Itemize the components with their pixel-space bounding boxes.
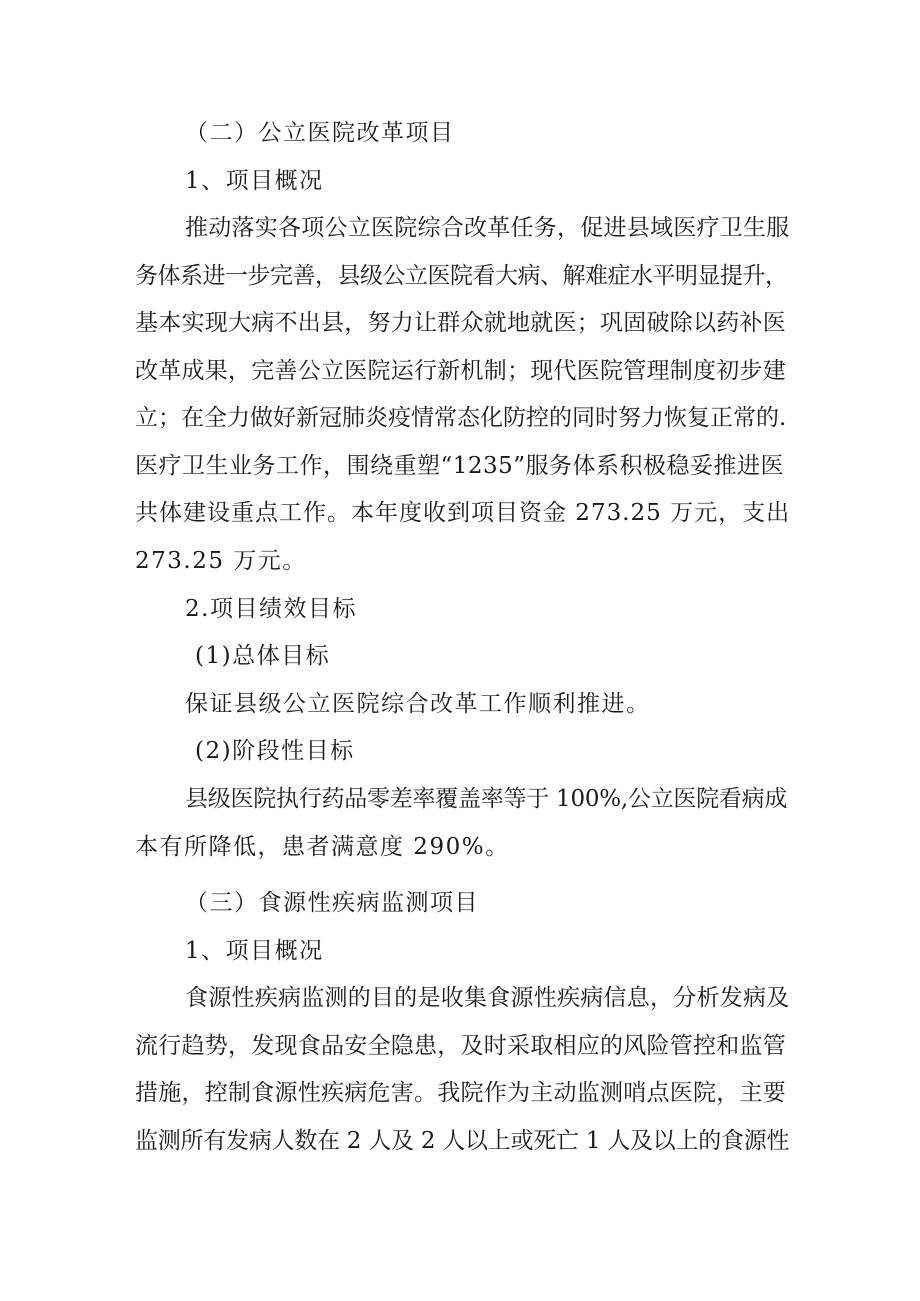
overall-goal-heading: (1)总体目标: [195, 643, 331, 669]
section-2-overview-line-6: 医疗卫生业务工作，围绕重塑“1235”服务体系积极稳妥推进医: [135, 453, 785, 479]
section-2-overview-heading: 1、项目概况: [185, 168, 324, 194]
section-2-overview-line-4: 改革成果，完善公立医院运行新机制；现代医院管理制度初步建: [135, 358, 786, 384]
section-2-overview-line-8: 273.25 万元。: [135, 548, 307, 574]
section-2-overview-line-3: 基本实现大病不出县，努力让群众就地就医；巩固破除以药补医: [135, 310, 786, 336]
section-3-overview-line-2: 流行趋势，发现食品安全隐患，及时采取相应的风险管控和监管: [135, 1033, 786, 1059]
stage-goal-line-2: 本有所降低，患者满意度 290%。: [135, 834, 510, 860]
stage-goal-heading: (2)阶段性目标: [195, 738, 355, 764]
section-2-overview-line-5: 立；在全力做好新冠肺炎疫情常态化防控的同时努力恢复正常的.: [135, 405, 787, 431]
section-3-overview-line-1: 食源性疾病监测的目的是收集食源性疾病信息，分析发病及: [185, 985, 790, 1011]
section-2-overview-line-2: 务体系进一步完善，县级公立医院看大病、解难症水平明显提升，: [135, 263, 788, 289]
section-3-overview-heading: 1、项目概况: [185, 938, 324, 964]
section-3-heading: （三）食源性疾病监测项目: [185, 890, 479, 916]
section-2-overview-line-7: 共体建设重点工作。本年度收到项目资金 273.25 万元，支出: [135, 500, 791, 526]
section-2-heading: （二）公立医院改革项目: [185, 120, 455, 146]
section-2-overview-line-1: 推动落实各项公立医院综合改革任务，促进县域医疗卫生服: [185, 215, 790, 241]
section-2-goals-heading: 2.项目绩效目标: [185, 596, 357, 622]
section-3-overview-line-3: 措施，控制食源性疾病危害。我院作为主动监测哨点医院，主要: [135, 1080, 786, 1106]
section-3-overview-line-4: 监测所有发病人数在 2 人及 2 人以上或死亡 1 人及以上的食源性: [135, 1128, 790, 1154]
overall-goal-text: 保证县级公立医院综合改革工作顺利推进。: [185, 691, 651, 717]
stage-goal-line-1: 县级医院执行药品零差率覆盖率等于 100%,公立医院看病成: [185, 786, 788, 812]
